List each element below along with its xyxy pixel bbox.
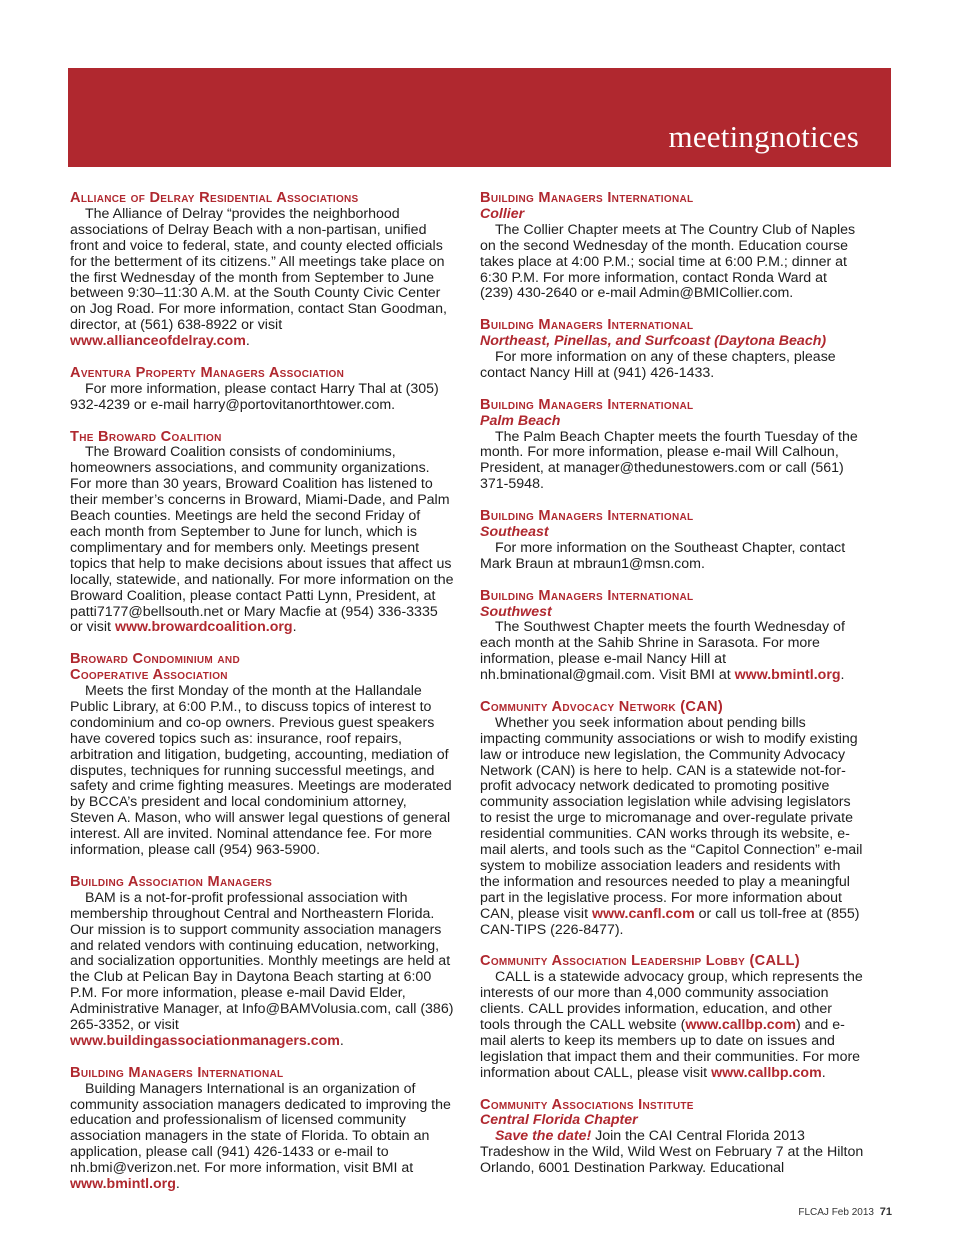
notice-body: Meets the first Monday of the month at the Hallandale Public Library, at 6:00 P.M., to discuss topics of interest to condominium and co-op owners. Previous guest speakers have covered topics such as: insurance, roof repairs, arbitration and litigation, budgeting, accounting, mediation of disputes, techniques for running successful meetings, and safety and crime fighting measures. Meetings are moderated by BCCA’s president and local condominium attorney, Steven A. Mason, who will answer legal questions of general interest. All are invited. Nominal attendance fee. For more information, please call (954) 963-5900. [70, 683, 452, 859]
notice-bmi [70, 1066, 454, 1193]
page-number: 71 [879, 1206, 892, 1218]
org-heading: Aventura Property Managers Association [70, 364, 345, 381]
notice-bam [70, 875, 454, 1050]
org-heading: Building Managers International [480, 508, 694, 525]
notice-can [480, 700, 864, 939]
chapter-heading: Southwest [480, 603, 552, 620]
publication-name: FLCAJ [798, 1207, 829, 1218]
page-footer [798, 1206, 892, 1218]
website-link[interactable]: www.browardcoalition.org [114, 619, 293, 636]
org-heading: Community Association Leadership Lobby (CALL) [480, 953, 800, 970]
notice-body: The Palm Beach Chapter meets the fourth Tuesday of the month. For more information, please e-mail Will Calhoun, President, at manager@thedunestowers.com or call (561) 371-5948. [480, 428, 858, 493]
website-link[interactable]: www.callbp.com [685, 1017, 796, 1034]
org-heading: Building Managers International [70, 1064, 284, 1081]
chapter-heading: Collier [480, 205, 525, 222]
right-column [480, 191, 864, 1177]
notice-bcca [70, 652, 454, 859]
website-link[interactable]: www.bmintl.org [70, 1176, 176, 1193]
chapter-heading: Palm Beach [480, 412, 561, 429]
org-heading: Community Advocacy Network (CAN) [480, 698, 724, 715]
org-heading: Building Managers International [480, 587, 694, 604]
chapter-heading: Northeast, Pinellas, and Surfcoast (Daytona Beach) [480, 333, 827, 350]
notice-bmi-palm-beach [480, 398, 864, 493]
org-heading: Building Managers International [480, 317, 694, 334]
issue-date: Feb 2013 [831, 1207, 874, 1218]
org-heading: Building Managers International [480, 190, 694, 206]
notice-body: The Alliance of Delray “provides the neighborhood associations of Delray Beach with a non-partisan, unified front and voice to federal, state, and county elected officials for the betterment of its citizens.” All meetings take place on the first Wednesday of the month from September to June between 9:30–11:30 A.M. at the South County Civic Center on Jog Road. For more information, contact Stan Goodman, director, at (561) 638-8922 or visit www.allianceofdelray.com. [70, 205, 447, 350]
notice-aventura [70, 366, 454, 414]
org-heading: The Broward Coalition [70, 428, 222, 445]
section-banner [68, 68, 891, 167]
notice-body: The Southwest Chapter meets the fourth Wednesday of each month at the Sahib Shrine in Sarasota. For more information, please e-mail Nancy Hill at nh.bminational@gmail.com. Visit BMI at www.bmintl.org. [480, 619, 845, 684]
org-heading: Building Managers International [480, 396, 694, 413]
notice-cai [480, 1098, 864, 1178]
notice-alliance-delray [70, 191, 454, 350]
notice-call [480, 954, 864, 1081]
notice-body: For more information, please contact Harry Thal at (305) 932-4239 or e-mail harry@portovitanorthtower.com. [70, 380, 439, 413]
website-link[interactable]: www.bmintl.org [734, 667, 841, 684]
notice-body: CALL is a statewide advocacy group, which represents the interests of our more than 4,000 community association clients. CALL provides information, education, and other tools through the CALL website (www.callbp.com) and e-mail alerts to keep its members up to date on issues and legislation that impact them and their communities. For more information about CALL, please visit www.callbp.com. [480, 969, 863, 1081]
notice-bmi-southwest [480, 589, 864, 684]
website-link[interactable]: www.canfl.com [591, 905, 695, 922]
notice-body: The Collier Chapter meets at The Country Club of Naples on the second Wednesday of the month. Education course takes place at 4:00 P.M.; social time at 6:00 P.M.; dinner at 6:30 P.M. For more information, contact Ronda Ward at (239) 430-2640 or e-mail Admin@BMICollier.com. [480, 221, 856, 302]
notice-bmi-northeast [480, 318, 864, 382]
notice-body: Save the date! Join the CAI Central Florida 2013 Tradeshow in the Wild, Wild West on February 7 at the Hilton Orlando, 6001 Destination Parkway. Educational [480, 1128, 864, 1177]
notice-body: Building Managers International is an organization of community association managers dedicated to improving the education and professionalism of licensed community association managers in the state of Florida. To obtain an application, please call (941) 426-1433 or e-mail to nh.bmi@verizon.net. For more information, visit BMI at www.bmintl.org. [70, 1080, 451, 1193]
chapter-heading: Central Florida Chapter [480, 1112, 638, 1129]
website-link[interactable]: www.allianceofdelray.com [70, 333, 246, 350]
section-title: meetingnotices [668, 119, 859, 154]
org-heading: Building Association Managers [70, 873, 273, 890]
org-heading: Alliance of Delray Residential Associations [70, 190, 359, 206]
left-column [70, 191, 454, 1193]
notice-body: For more information on any of these chapters, please contact Nancy Hill at (941) 426-1433. [480, 349, 836, 381]
notice-broward-coalition [70, 430, 454, 637]
chapter-heading: Southeast [480, 523, 549, 540]
org-heading: Community Associations Institute [480, 1096, 694, 1113]
notice-body: The Broward Coalition consists of condominiums, homeowners associations, and community organizations. For more than 30 years, Broward Coalition has listened to their member’s concerns in Broward, Miami-Dade, and Palm Beach counties. Meetings are held the second Friday of each month from September to June for lunch, which is complimentary and for members only. Meetings present topics that help to make decisions about issues that affect us locally, statewide, and nationally. For more information on the Broward Coalition, please contact Patti Lynn, President, at patti7177@bellsouth.net or Mary Macfie at (954) 336-3335 or visit www.browardcoalition.org. [70, 444, 454, 636]
notice-body: For more information on the Southeast Chapter, contact Mark Braun at mbraun1@msn.com. [480, 539, 846, 572]
notice-bmi-collier [480, 191, 864, 302]
org-heading: Broward Condominium and [70, 651, 240, 668]
save-the-date-lead: Save the date! [495, 1128, 592, 1145]
website-link[interactable]: www.callbp.com [711, 1064, 822, 1081]
notice-body: BAM is a not-for-profit professional association with membership throughout Central and Northeastern Florida. Our mission is to support community association managers and related vendors with continuing education, networking, and socialization opportunities. Monthly meetings are held at the Club at Pelican Bay in Daytona Beach starting at 6:00 P.M. For more information, please e-mail David Elder, Administrative Manager, at Info@BAMVolusia.com, call (386) 265-3352, or visit www.buildingassociationmanagers.com. [70, 889, 454, 1049]
org-heading-line2: Cooperative Association [70, 667, 228, 684]
notice-body: Whether you seek information about pending bills impacting community associations or wish to modify existing law or introduce new legislation, the Community Advocacy Network (CAN) is here to help. CAN is a statewide not-for-profit advocacy network dedicated to promoting positive community association legislation while advising legislators to resist the urge to micromanage and over-regulate private residential communities. CAN works through its website, e-mail alerts, and tools such as the “Capitol Connection” e-mail system to mobilize association leaders and residents with the information and resources needed to play a meaningful part in the legislative process. For more information about CAN, please visit www.canfl.com or call us toll-free at (855) CAN-TIPS (226-8477). [480, 714, 863, 938]
notice-bmi-southeast [480, 509, 864, 573]
website-link[interactable]: www.buildingassociationmanagers.com [70, 1032, 340, 1049]
